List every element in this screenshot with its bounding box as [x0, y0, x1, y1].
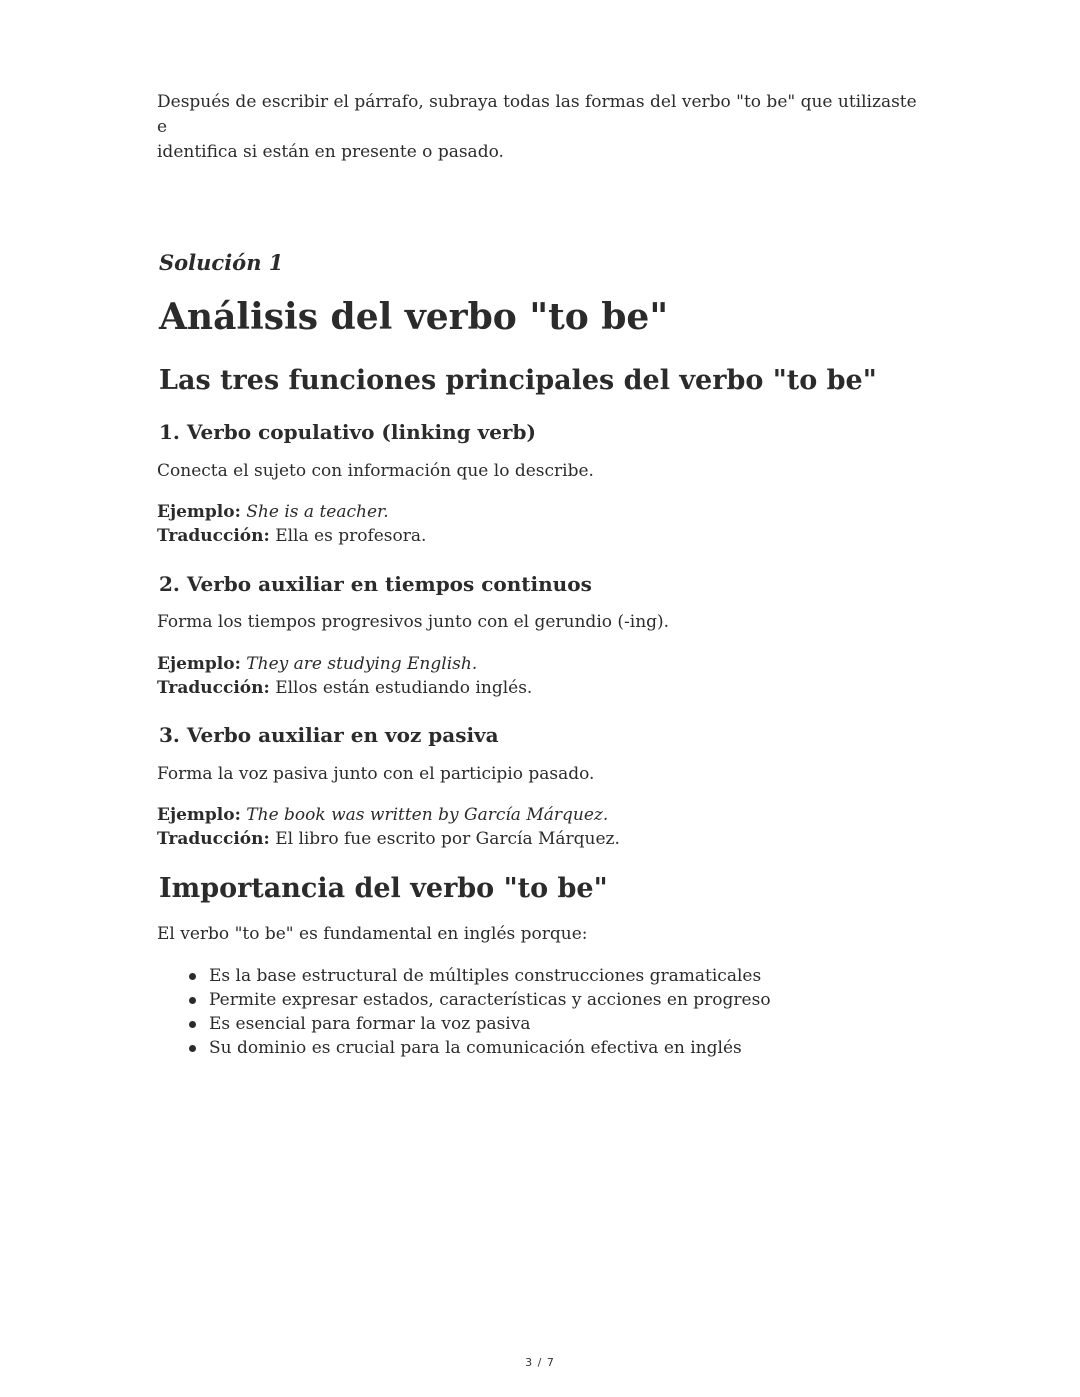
translation-text: Ella es profesora. — [275, 526, 427, 546]
translation-label: Traducción: — [157, 829, 270, 849]
translation-text: Ellos están estudiando inglés. — [275, 678, 533, 698]
list-item: Su dominio es crucial para la comunicación efectiva en inglés — [189, 1036, 771, 1060]
list-item: Permite expresar estados, características y acciones en progreso — [189, 988, 771, 1012]
function-2-example — [157, 652, 532, 700]
example-text: She is a teacher. — [246, 502, 389, 522]
bullet-icon — [189, 1021, 196, 1028]
example-label: Ejemplo: — [157, 502, 241, 522]
function-3-description: Forma la voz pasiva junto con el participio pasado. — [157, 764, 595, 784]
bullet-icon — [189, 997, 196, 1004]
example-text: The book was written by García Márquez. — [246, 805, 609, 825]
example-text: They are studying English. — [246, 654, 478, 674]
page-title: Análisis del verbo "to be" — [159, 296, 669, 338]
function-1-example — [157, 500, 426, 548]
page-number: 3 / 7 — [525, 1356, 555, 1369]
function-3-heading: 3. Verbo auxiliar en voz pasiva — [159, 723, 499, 747]
example-label: Ejemplo: — [157, 805, 241, 825]
solution-label: Solución 1 — [159, 250, 284, 275]
intro-line-2: identifica si están en presente o pasado. — [157, 142, 504, 162]
function-1-description: Conecta el sujeto con información que lo describe. — [157, 461, 594, 481]
function-2-description: Forma los tiempos progresivos junto con el gerundio (-ing). — [157, 612, 670, 632]
translation-text: El libro fue escrito por García Márquez. — [275, 829, 620, 849]
intro-paragraph — [157, 90, 917, 165]
functions-heading: Las tres funciones principales del verbo "to be" — [159, 365, 877, 396]
importance-list — [189, 964, 771, 1060]
list-item: Es esencial para formar la voz pasiva — [189, 1012, 771, 1036]
function-3-example — [157, 803, 620, 851]
translation-label: Traducción: — [157, 526, 270, 546]
function-1-heading: 1. Verbo copulativo (linking verb) — [159, 420, 536, 444]
importance-heading: Importancia del verbo "to be" — [159, 873, 608, 904]
intro-line-1: Después de escribir el párrafo, subraya todas las formas del verbo "to be" que utilizaste e — [157, 92, 917, 137]
function-2-heading: 2. Verbo auxiliar en tiempos continuos — [159, 572, 592, 596]
bullet-icon — [189, 973, 196, 980]
importance-intro: El verbo "to be" es fundamental en inglés porque: — [157, 924, 588, 944]
translation-label: Traducción: — [157, 678, 270, 698]
bullet-icon — [189, 1045, 196, 1052]
example-label: Ejemplo: — [157, 654, 241, 674]
list-item: Es la base estructural de múltiples construcciones gramaticales — [189, 964, 771, 988]
